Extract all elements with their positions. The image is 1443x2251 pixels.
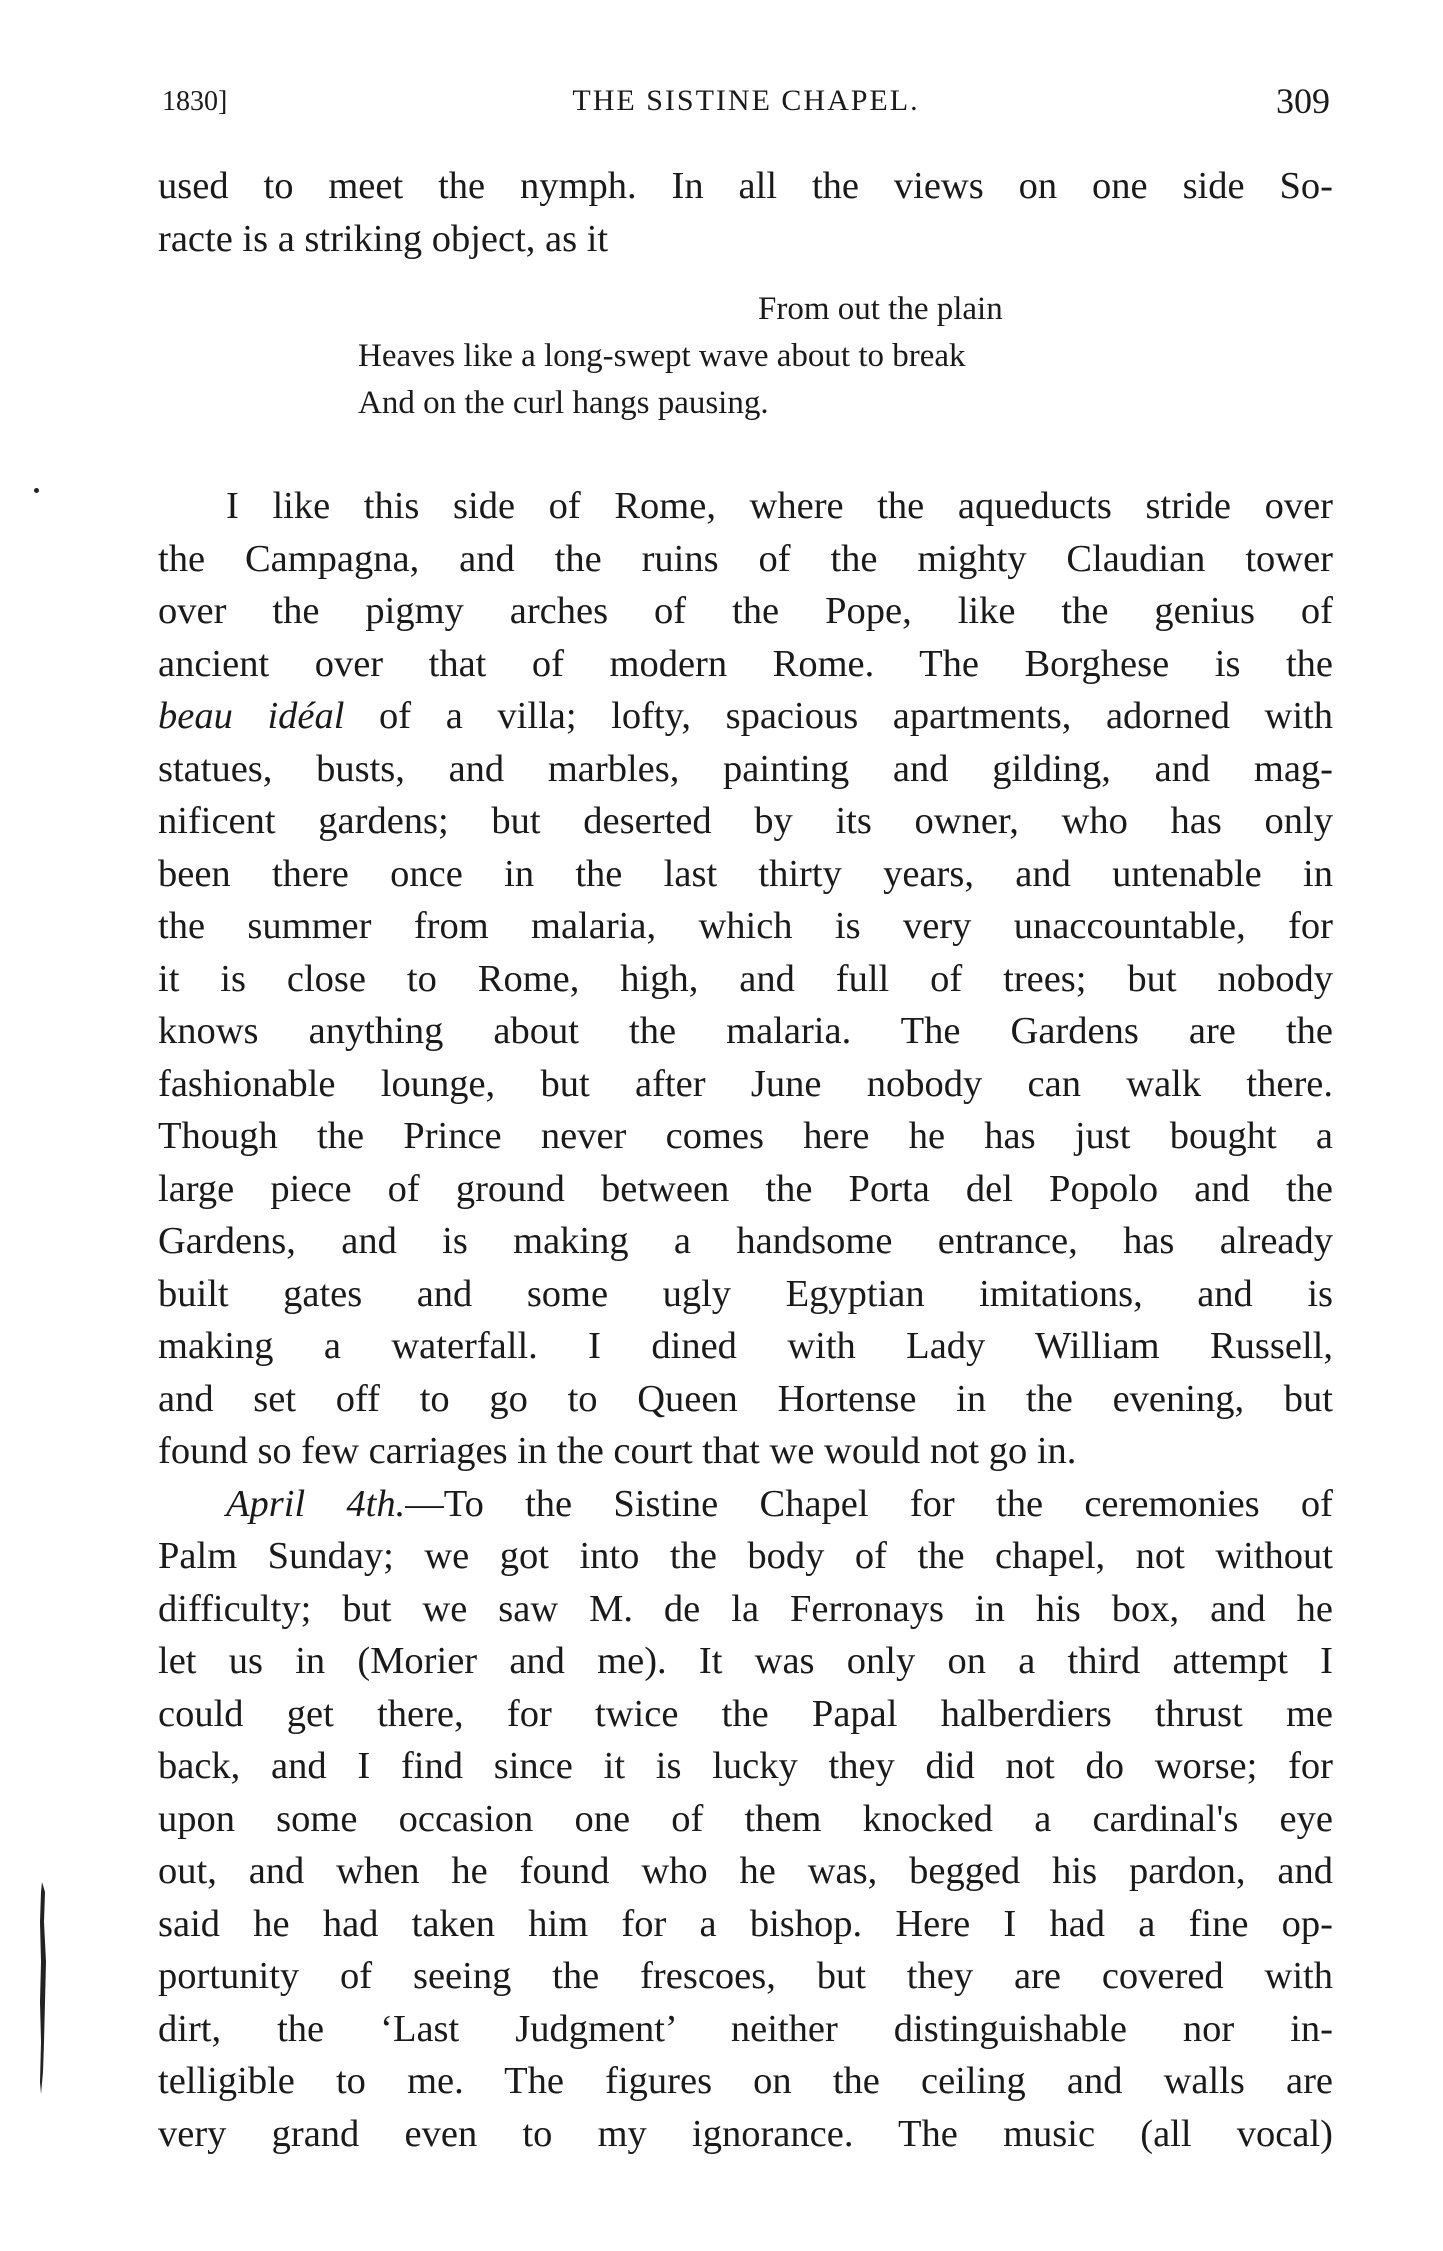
paragraph-1 bbox=[158, 160, 1333, 265]
text-line: and set off to go to Queen Hortense in the evening, but bbox=[158, 1377, 1333, 1420]
text-line: built gates and some ugly Egyptian imitations, and is bbox=[158, 1272, 1333, 1315]
text-line: could get there, for twice the Papal halberdiers thrust me bbox=[158, 1692, 1333, 1735]
text-line: fashionable lounge, but after June nobody can walk there. bbox=[158, 1062, 1333, 1105]
text-line-rest: —To the Sistine Chapel for the ceremonies of bbox=[405, 1482, 1333, 1525]
text-line: very grand even to my ignorance. The music (all vocal) bbox=[158, 2112, 1333, 2155]
paragraph-2 bbox=[158, 480, 1333, 2160]
italic-phrase: beau idéal bbox=[158, 695, 345, 737]
text-line: portunity of seeing the frescoes, but they are covered with bbox=[158, 1955, 1333, 1997]
text-line-rest: of a villa; lofty, spacious apartments, adorned with bbox=[344, 695, 1333, 737]
text-line: upon some occasion one of them knocked a cardinal's eye bbox=[158, 1797, 1333, 1840]
text-line: let us in (Morier and me). It was only on a third attempt I bbox=[158, 1640, 1333, 1682]
text-line: racte is a striking object, as it bbox=[158, 217, 609, 260]
date-heading: April 4th. bbox=[226, 1482, 406, 1525]
text-line: making a waterfall. I dined with Lady William Russell, bbox=[158, 1325, 1333, 1367]
text-line: out, and when he found who he was, begged his pardon, and bbox=[158, 1850, 1333, 1892]
margin-ink-mark bbox=[38, 1882, 48, 2094]
text-line: difficulty; but we saw M. de la Ferronays in his box, and he bbox=[158, 1587, 1333, 1630]
text-line: over the pigmy arches of the Pope, like the genius of bbox=[158, 590, 1333, 632]
text-line: the summer from malaria, which is very unaccountable, for bbox=[158, 905, 1333, 947]
verse-line: And on the curl hangs pausing. bbox=[358, 385, 769, 421]
running-head bbox=[162, 80, 1330, 130]
text-line: knows anything about the malaria. The Gardens are the bbox=[158, 1010, 1333, 1052]
text-line: Though the Prince never comes here he has just bought a bbox=[158, 1115, 1333, 1157]
verse-line: Heaves like a long-swept wave about to break bbox=[358, 338, 966, 374]
text-line: it is close to Rome, high, and full of trees; but nobody bbox=[158, 957, 1333, 1000]
text-line: found so few carriages in the court that we would not go in. bbox=[158, 1430, 1077, 1472]
verse-quotation bbox=[358, 286, 1158, 427]
text-line: used to meet the nymph. In all the views on one side So- bbox=[158, 165, 1333, 207]
text-line: large piece of ground between the Porta del Popolo and the bbox=[158, 1167, 1333, 1210]
text-line: back, and I find since it is lucky they did not do worse; for bbox=[158, 1745, 1333, 1787]
text-line bbox=[158, 1478, 1333, 1531]
text-line: dirt, the ‘Last Judgment’ neither distinguishable nor in- bbox=[158, 2007, 1333, 2050]
text-line: nificent gardens; but deserted by its owner, who has only bbox=[158, 800, 1333, 842]
text-line: Palm Sunday; we got into the body of the chapel, not without bbox=[158, 1535, 1333, 1577]
page-number: 309 bbox=[1276, 81, 1330, 121]
text-line: telligible to me. The figures on the ceiling and walls are bbox=[158, 2060, 1333, 2102]
text-line: Gardens, and is making a handsome entrance, has already bbox=[158, 1220, 1333, 1262]
header-title: THE SISTINE CHAPEL. bbox=[572, 84, 920, 117]
text-line: the Campagna, and the ruins of the mighty Claudian tower bbox=[158, 537, 1333, 580]
text-line: I like this side of Rome, where the aqueducts stride over bbox=[226, 485, 1333, 527]
verse-line: From out the plain bbox=[758, 291, 1003, 327]
text-line: said he had taken him for a bishop. Here I had a fine op- bbox=[158, 1902, 1333, 1945]
text-line: statues, busts, and marbles, painting and gilding, and mag- bbox=[158, 747, 1333, 790]
text-line: ancient over that of modern Rome. The Borghese is the bbox=[158, 642, 1333, 685]
header-year: 1830] bbox=[162, 86, 228, 117]
text-line bbox=[158, 690, 1333, 743]
text-line: been there once in the last thirty years, and untenable in bbox=[158, 852, 1333, 895]
margin-speck bbox=[34, 488, 39, 493]
